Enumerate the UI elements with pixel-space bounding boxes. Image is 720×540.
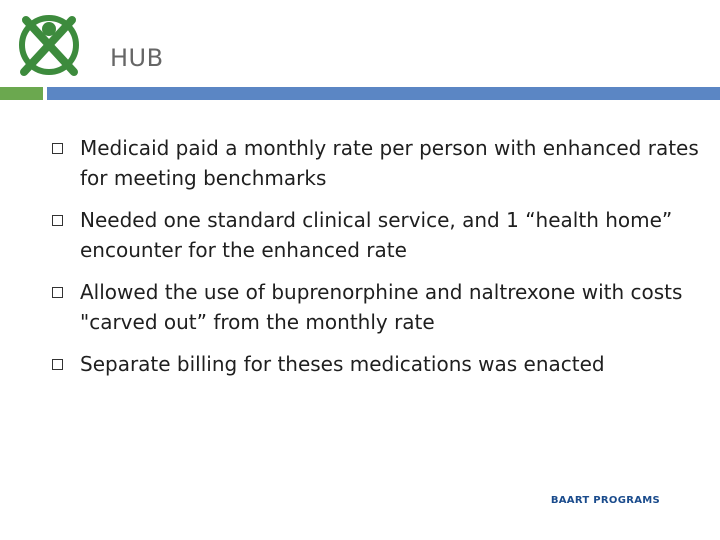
checkbox-bullet-icon — [52, 359, 63, 370]
bullet-item — [52, 133, 712, 193]
bullet-item — [52, 205, 712, 265]
checkbox-bullet-icon — [52, 215, 63, 226]
bullet-item — [52, 277, 712, 337]
bullet-item — [52, 349, 712, 379]
bullet-text: Separate billing for theses medications was enacted — [80, 352, 605, 376]
checkbox-bullet-icon — [52, 143, 63, 154]
header-bar-green — [0, 87, 43, 100]
bullet-text: Needed one standard clinical service, and 1 “health home” encounter for the enhanced rate — [80, 208, 673, 262]
checkbox-bullet-icon — [52, 287, 63, 298]
slide-title: HUB — [110, 44, 164, 72]
logo-icon — [12, 10, 86, 80]
header-bar-blue — [47, 87, 720, 100]
footer-brand: BAART PROGRAMS — [550, 495, 660, 506]
bullet-text: Medicaid paid a monthly rate per person with enhanced rates for meeting benchmarks — [80, 136, 699, 190]
bullet-text: Allowed the use of buprenorphine and naltrexone with costs "carved out” from the monthly rate — [80, 280, 683, 334]
bullet-list — [52, 133, 712, 391]
